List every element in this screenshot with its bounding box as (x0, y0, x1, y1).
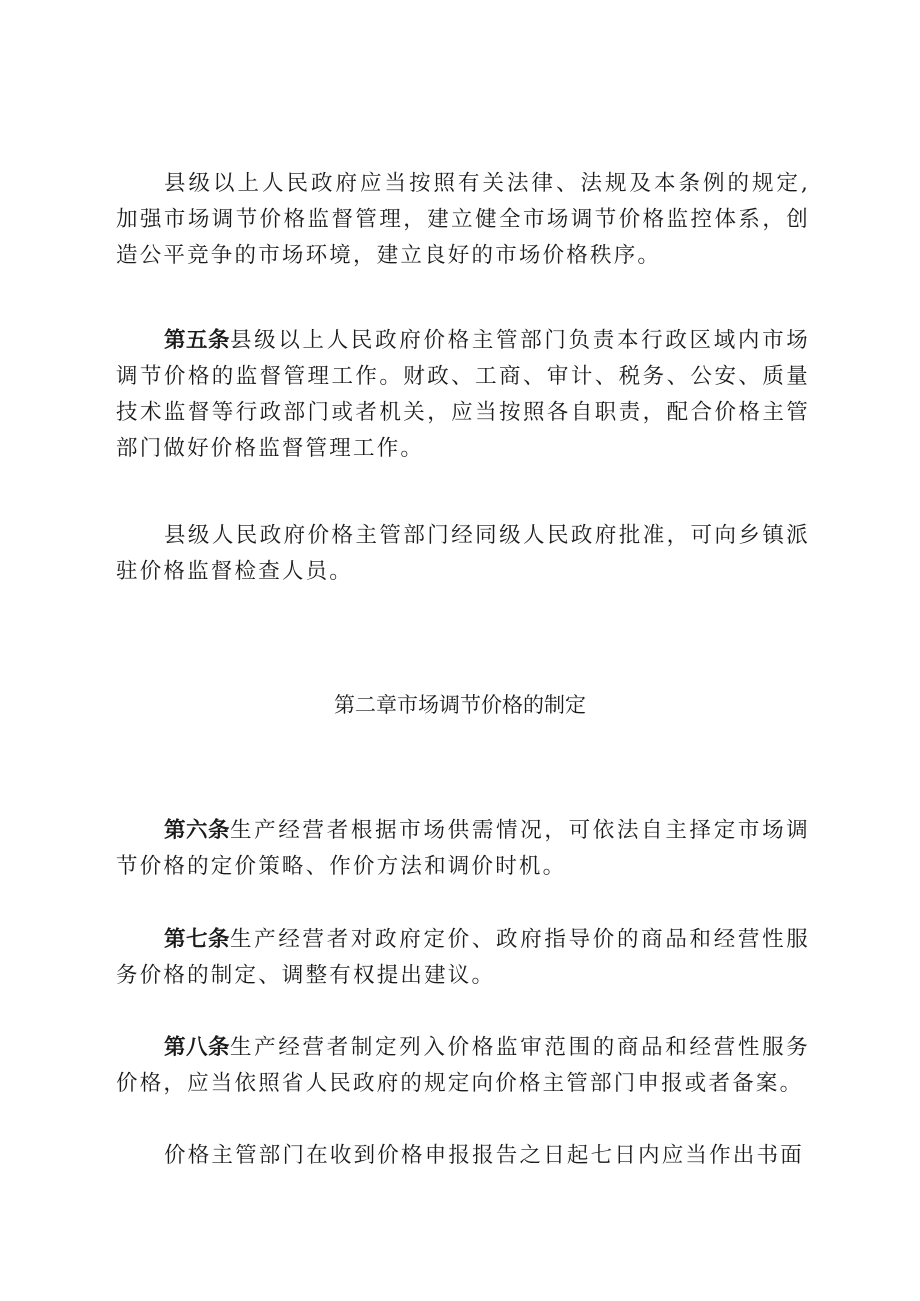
paragraph-text: 县级以上人民政府应当按照有关法律、法规及本条例的规定,加强市场调节价格监督管理，建立健全市场调节价格监控体系，创造公平竞争的市场环境，建立良好的市场价格秩序。 (116, 171, 810, 268)
paragraph-general-duty (116, 166, 810, 274)
article-6-text: 生产经营者根据市场供需情况，可依法自主择定市场调节价格的定价策略、作价方法和调价时机。 (116, 818, 810, 879)
paragraph-text: 县级人民政府价格主管部门经同级人民政府批准，可向乡镇派驻价格监督检查人员。 (116, 523, 810, 584)
article-5-text: 县级以上人民政府价格主管部门负责本行政区域内市场调节价格的监督管理工作。财政、工商、审计、税务、公安、质量技术监督等行政部门或者机关，应当按照各自职责，配合价格主管部门做好价格监督管理工作。 (116, 328, 810, 461)
chapter-title: 第二章市场调节价格的制定 (334, 693, 586, 717)
article-7 (116, 922, 810, 994)
article-6 (116, 813, 810, 885)
paragraph-county-inspectors (116, 518, 810, 590)
article-6-label: 第六条 (164, 818, 230, 843)
paragraph-text: 价格主管部门在收到价格申报报告之日起七日内应当作出书面 (164, 1143, 804, 1168)
article-8-label: 第八条 (164, 1035, 230, 1060)
article-7-text: 生产经营者对政府定价、政府指导价的商品和经营性服务价格的制定、调整有权提出建议。 (116, 927, 810, 988)
article-8-text: 生产经营者制定列入价格监审范围的商品和经营性服务价格，应当依照省人民政府的规定向价格主管部门申报或者备案。 (116, 1035, 810, 1096)
article-5-label: 第五条 (164, 328, 230, 353)
article-8 (116, 1030, 810, 1102)
paragraph-review-deadline (116, 1138, 810, 1174)
article-5 (116, 323, 810, 467)
article-7-label: 第七条 (164, 927, 230, 952)
